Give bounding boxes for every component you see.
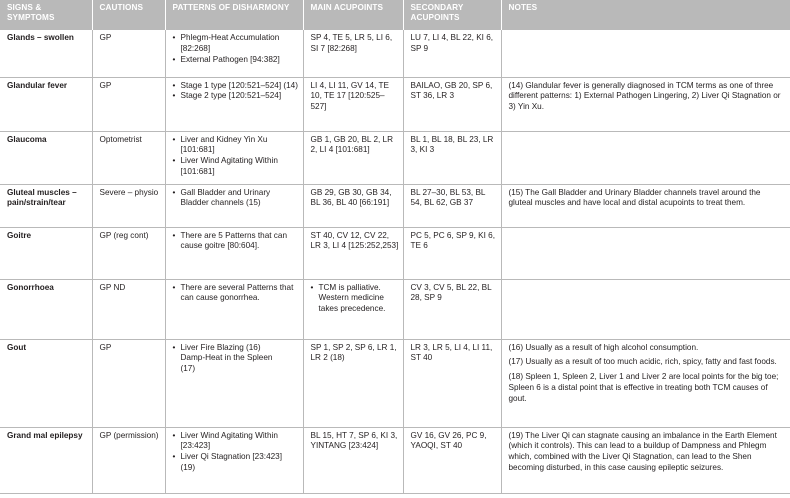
caution-cell bbox=[92, 279, 165, 339]
sign-cell: Glandular fever bbox=[0, 77, 92, 131]
notes-cell bbox=[501, 279, 790, 339]
secondary-acupoints-cell: CV 3, CV 5, BL 22, BL 28, SP 9 bbox=[403, 279, 501, 339]
table-row bbox=[0, 30, 790, 77]
header-secondary-acupoints: SECONDARY ACUPOINTS bbox=[403, 0, 501, 30]
notes-cell bbox=[501, 131, 790, 184]
notes-cell bbox=[501, 227, 790, 279]
main-acupoints-cell: ST 40, CV 12, CV 22, LR 3, LI 4 [125:252,253] bbox=[303, 227, 403, 279]
main-acupoints-cell: LI 4, LI 11, GV 14, TE 10, TE 17 [120:525–527] bbox=[303, 77, 403, 131]
pattern-item: • Stage 2 type [120:521–524] bbox=[173, 91, 299, 102]
patterns-cell bbox=[165, 131, 303, 184]
caution-cell: Severe – physio bbox=[92, 184, 165, 227]
patterns-cell bbox=[165, 30, 303, 77]
pattern-item: • Liver and Kidney Yin Xu [101:681] bbox=[173, 135, 299, 157]
pattern-item: • Liver Wind Agitating Within [23:423] bbox=[173, 431, 299, 453]
patterns-cell bbox=[165, 227, 303, 279]
sign-cell: Gonorrhoea bbox=[0, 279, 92, 339]
caution-cell: GP bbox=[92, 339, 165, 427]
secondary-acupoints-cell: BAILAO, GB 20, SP 6, ST 36, LR 3 bbox=[403, 77, 501, 131]
header-notes: NOTES bbox=[501, 0, 790, 30]
header-cautions: CAUTIONS bbox=[92, 0, 165, 30]
patterns-cell bbox=[165, 184, 303, 227]
patterns-cell bbox=[165, 279, 303, 339]
pattern-item: • Stage 1 type [120:521–524] (14) bbox=[173, 81, 299, 92]
notes-cell bbox=[501, 184, 790, 227]
caution-cell: GP (reg cont) bbox=[92, 227, 165, 279]
sign-cell: Goitre bbox=[0, 227, 92, 279]
main-acupoints-cell: BL 15, HT 7, SP 6, KI 3, YINTANG [23:424] bbox=[303, 427, 403, 493]
sign-cell: Glands – swollen bbox=[0, 30, 92, 77]
sign-cell: Grand mal epilepsy bbox=[0, 427, 92, 493]
notes-cell bbox=[501, 427, 790, 493]
caution-cell: Optometrist bbox=[92, 131, 165, 184]
pattern-item: • Phlegm-Heat Accumulation [82:268] bbox=[173, 33, 299, 55]
main-acupoints-cell: GB 1, GB 20, BL 2, LR 2, LI 4 [101:681] bbox=[303, 131, 403, 184]
table-row bbox=[0, 227, 790, 279]
pattern-item: • Liver Wind Agitating Within [101:681] bbox=[173, 156, 299, 178]
table-row bbox=[0, 77, 790, 131]
secondary-acupoints-cell: PC 5, PC 6, SP 9, KI 6, TE 6 bbox=[403, 227, 501, 279]
header-patterns: PATTERNS OF DISHARMONY bbox=[165, 0, 303, 30]
secondary-acupoints-cell: BL 27–30, BL 53, BL 54, BL 62, GB 37 bbox=[403, 184, 501, 227]
caution-text: GP ND bbox=[99, 282, 126, 292]
main-acupoints-cell: SP 1, SP 2, SP 6, LR 1, LR 2 (18) bbox=[303, 339, 403, 427]
main-acupoints-cell: SP 4, TE 5, LR 5, LI 6, SI 7 [82:268] bbox=[303, 30, 403, 77]
header-signs: SIGNS & SYMPTOMS bbox=[0, 0, 92, 30]
header-row bbox=[0, 0, 790, 30]
secondary-acupoints-cell: BL 1, BL 18, BL 23, LR 3, KI 3 bbox=[403, 131, 501, 184]
notes-cell bbox=[501, 339, 790, 427]
sign-cell: Glaucoma bbox=[0, 131, 92, 184]
sign-cell: Gout bbox=[0, 339, 92, 427]
table-row bbox=[0, 339, 790, 427]
patterns-cell bbox=[165, 339, 303, 427]
notes-cell bbox=[501, 30, 790, 77]
pattern-item: • Gall Bladder and Urinary Bladder channels (15) bbox=[173, 188, 299, 210]
table-row bbox=[0, 184, 790, 227]
main-note-item: • TCM is palliative. Western medicine takes precedence. bbox=[311, 283, 399, 315]
secondary-acupoints-cell: LR 3, LR 5, LI 4, LI 11, ST 40 bbox=[403, 339, 501, 427]
patterns-cell bbox=[165, 427, 303, 493]
caution-cell: GP (permission) bbox=[92, 427, 165, 493]
sign-cell: Gluteal muscles – pain/strain/tear bbox=[0, 184, 92, 227]
notes-cell bbox=[501, 77, 790, 131]
pattern-item: • There are several Patterns that can cause gonorrhea. bbox=[173, 283, 299, 305]
note-text: (18) Spleen 1, Spleen 2, Liver 1 and Liver 2 are local points for the big toe; Spleen 6 is a distal point that is effective in treating both TCM causes of gout. bbox=[508, 372, 779, 403]
note-text: (16) Usually as a result of high alcohol consumption. bbox=[508, 342, 699, 352]
table-row bbox=[0, 131, 790, 184]
note-text: (15) The Gall Bladder and Urinary Bladder channels travel around the gluteal muscles and have local and distal acupoints to treat them. bbox=[508, 187, 761, 208]
secondary-acupoints-cell: GV 16, GV 26, PC 9, YAOQI, ST 40 bbox=[403, 427, 501, 493]
caution-cell: GP bbox=[92, 30, 165, 77]
pattern-item: • Liver Fire Blazing (16) Damp-Heat in the Spleen (17) bbox=[173, 343, 299, 375]
patterns-cell bbox=[165, 77, 303, 131]
caution-cell: GP bbox=[92, 77, 165, 131]
secondary-acupoints-cell: LU 7, LI 4, BL 22, KI 6, SP 9 bbox=[403, 30, 501, 77]
pattern-item: • Liver Qi Stagnation [23:423] (19) bbox=[173, 452, 299, 474]
table-row bbox=[0, 279, 790, 339]
table-row bbox=[0, 427, 790, 493]
note-text: (19) The Liver Qi can stagnate causing an imbalance in the Earth Element (which it controls). This can lead to a buildup of Dampness and Phlegm which, combined with the Liver Qi Stagnation, can lead to the Shen becoming disturbed, in this case causing epileptic seizures. bbox=[508, 430, 777, 472]
note-text: (14) Glandular fever is generally diagnosed in TCM terms as one of three different patterns: 1) External Pathogen Lingering, 2) Liver Qi Stagnation or 3) Yin Xu. bbox=[508, 80, 781, 112]
main-acupoints-cell bbox=[303, 279, 403, 339]
header-main-acupoints: MAIN ACUPOINTS bbox=[303, 0, 403, 30]
main-acupoints-cell: GB 29, GB 30, GB 34, BL 36, BL 40 [66:191] bbox=[303, 184, 403, 227]
pattern-item: • External Pathogen [94:382] bbox=[173, 55, 299, 66]
pattern-item: • There are 5 Patterns that can cause goitre [80:604]. bbox=[173, 231, 299, 253]
note-text: (17) Usually as a result of too much acidic, rich, spicy, fatty and fast foods. bbox=[508, 357, 777, 367]
